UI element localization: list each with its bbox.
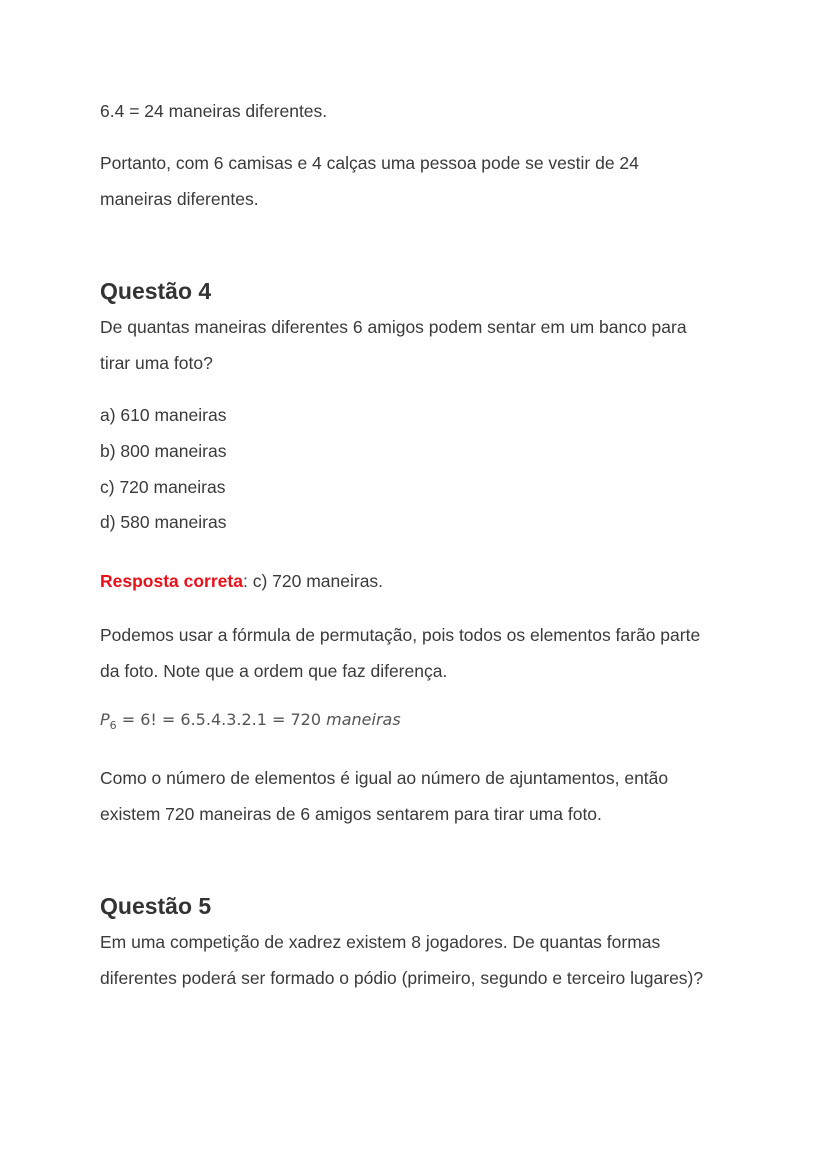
answer-label: Resposta correta: [100, 571, 243, 591]
formula-body: = 6! = 6.5.4.3.2.1 = 720: [116, 710, 327, 729]
explanation-line-2: da foto. Note que a ordem que faz diferença.: [100, 661, 448, 681]
conclusion-line-2: existem 720 maneiras de 6 amigos sentarem para tirar uma foto.: [100, 804, 602, 824]
question-5-text-line-1: Em uma competição de xadrez existem 8 jogadores. De quantas formas: [100, 932, 661, 952]
intro-line: 6.4 = 24 maneiras diferentes.: [100, 101, 328, 121]
option-b: b) 800 maneiras: [100, 441, 227, 461]
option-d: d) 580 maneiras: [100, 512, 227, 532]
formula-p: P: [100, 710, 110, 729]
formula-unit: maneiras: [326, 710, 401, 729]
intro-paragraph-line-1: Portanto, com 6 camisas e 4 calças uma pessoa pode se vestir de 24: [100, 153, 639, 173]
permutation-formula: [100, 710, 401, 732]
conclusion-line-1: Como o número de elementos é igual ao número de ajuntamentos, então: [100, 768, 669, 788]
option-c: c) 720 maneiras: [100, 477, 226, 497]
question-5-title: Questão 5: [100, 893, 212, 919]
formula-subscript: 6: [109, 719, 117, 732]
answer-text: : c) 720 maneiras.: [242, 571, 384, 591]
question-5-text-line-2: diferentes poderá ser formado o pódio (primeiro, segundo e terceiro lugares)?: [100, 968, 704, 988]
question-4-title: Questão 4: [100, 278, 212, 304]
option-a: a) 610 maneiras: [100, 405, 227, 425]
question-4-text-line-2: tirar uma foto?: [100, 353, 213, 373]
question-4-text-line-1: De quantas maneiras diferentes 6 amigos podem sentar em um banco para: [100, 317, 687, 337]
answer-line: [100, 563, 383, 599]
intro-paragraph-line-2: maneiras diferentes.: [100, 189, 259, 209]
explanation-line-1: Podemos usar a fórmula de permutação, pois todos os elementos farão parte: [100, 625, 701, 645]
